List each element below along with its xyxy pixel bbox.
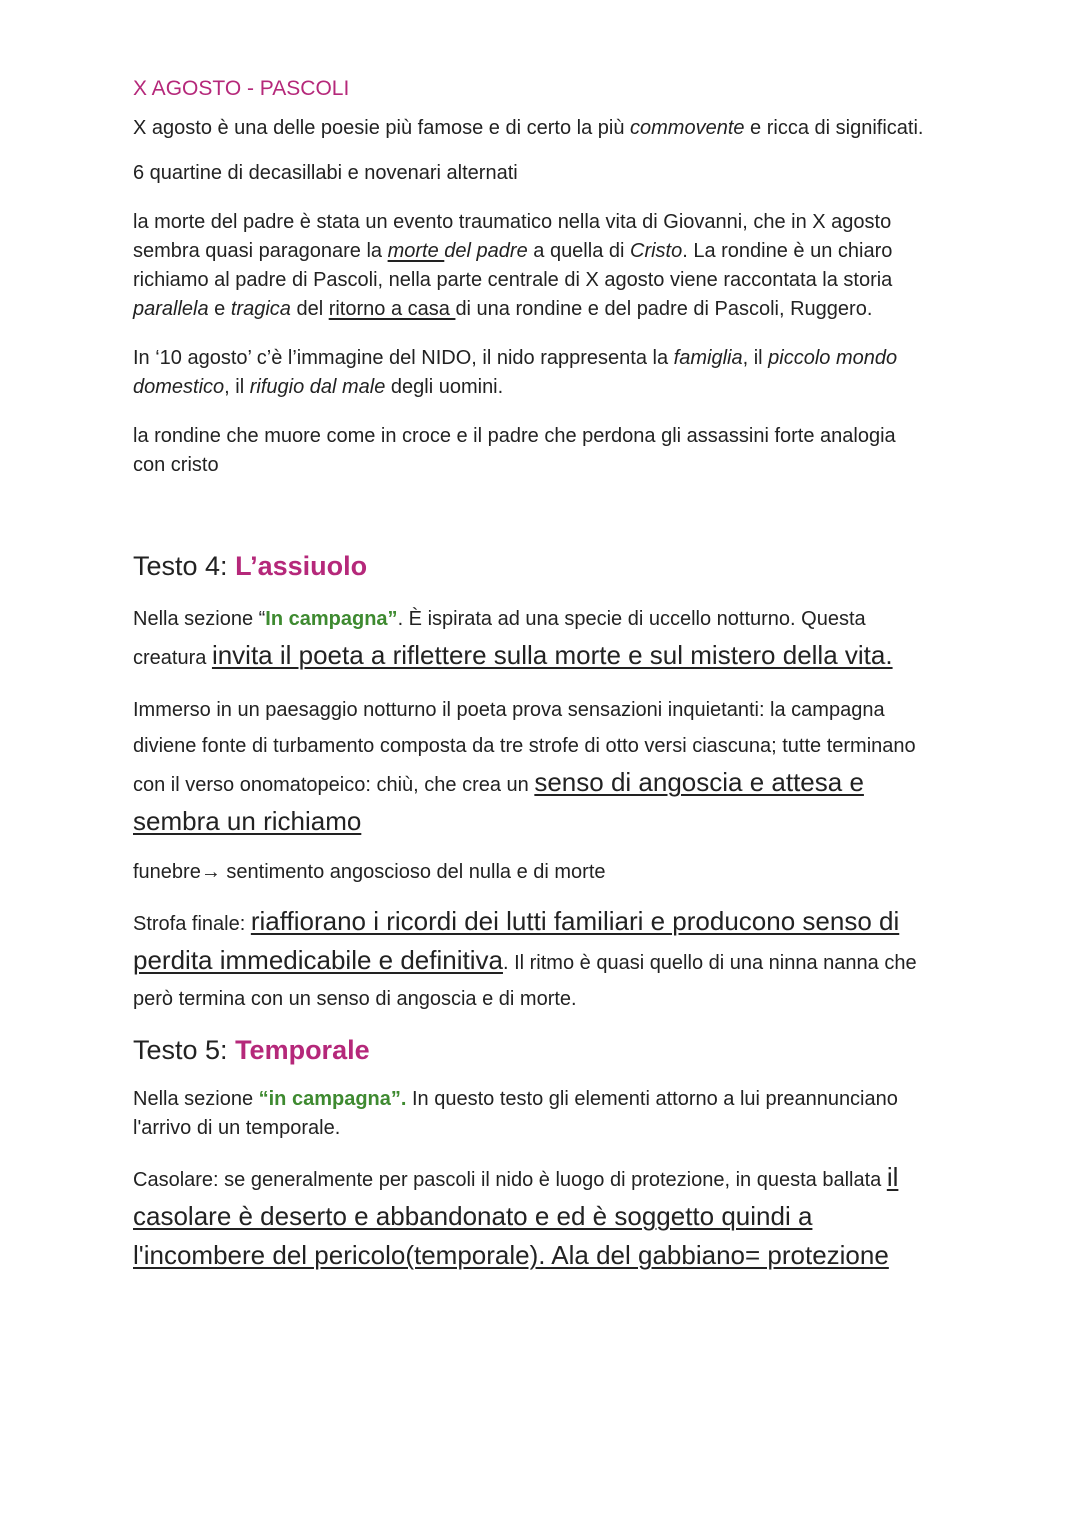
paragraph-funebre: funebre→ sentimento angoscioso del nulla e di morte [133, 861, 606, 883]
underlined-ritorno-a-casa: ritorno a casa [328, 298, 456, 320]
text-run: e ricca di significati. [744, 117, 924, 139]
paragraph-rondine-analogia: la rondine che muore come in croce e il padre che perdona gli assassini forte analogia con cristo [133, 425, 896, 476]
text-run: e [208, 298, 231, 320]
paragraph-strofa-finale [133, 903, 933, 1017]
section-title-x-agosto: X AGOSTO - PASCOLI [133, 77, 350, 100]
text-run: . Il ritmo è quasi quello di una ninna nanna che però termina con un senso di angoscia e di morte. [133, 952, 917, 1010]
heading-prefix: Testo 4: [133, 551, 236, 581]
heading-title-temporale: Temporale [235, 1035, 370, 1065]
paragraph-paesaggio [133, 692, 933, 842]
text-run: , il [742, 347, 769, 369]
text-run: del [290, 298, 329, 320]
heading-title-assiuolo: L’assiuolo [235, 551, 368, 581]
italic-parallela: parallela [133, 298, 209, 320]
text-run: Casolare: se generalmente per pascoli il nido è luogo di protezione, in questa ballata [133, 1169, 887, 1191]
emphasis-riaffiorano: riaffiorano i ricordi dei lutti familiari e producono senso di perdita immedicabile e definitiva [133, 906, 900, 975]
italic-del-padre: del padre [444, 240, 528, 262]
text-run: In questo testo gli elementi attorno a lui preannunciano l'arrivo di un temporale. [133, 1088, 898, 1139]
heading-testo-5 [133, 1033, 933, 1067]
heading-testo-4 [133, 549, 933, 583]
text-run: Nella sezione [133, 1088, 259, 1110]
text-run: Nella sezione “ [133, 608, 266, 630]
italic-underlined-morte: morte [387, 240, 445, 262]
document-page [133, 74, 933, 1276]
text-run: In ‘10 agosto’ c’è l’immagine del NIDO, il nido rappresenta la [133, 347, 674, 369]
text-run: . La rondine è un chiaro richiamo al padre di Pascoli, nella parte centrale di X agosto viene raccontata la storia [133, 240, 893, 291]
text-run: a quella di [527, 240, 630, 262]
text-run: X agosto è una delle poesie più famose e di certo la più [133, 117, 630, 139]
text-run: , il [224, 376, 250, 398]
heading-prefix: Testo 5: [133, 1035, 236, 1065]
paragraph-temporale-intro [133, 1085, 933, 1143]
italic-famiglia: famiglia [673, 347, 743, 369]
text-run: Strofa finale: [133, 913, 251, 935]
italic-tragica: tragica [230, 298, 291, 320]
green-in-campagna: “in campagna”. [258, 1088, 407, 1110]
paragraph-assiuolo-intro [133, 601, 933, 676]
text-run: la morte del padre è stata un evento traumatico nella vita di Giovanni, che in X agosto sembra quasi paragonare la [133, 211, 892, 262]
italic-rifugio: rifugio dal male [249, 376, 386, 398]
text-run: Immerso in un paesaggio notturno il poeta prova sensazioni inquietanti: la campagna diviene fonte di turbamento composta da tre strofe di otto versi ciascuna; tutte terminano con il verso onomatopeico: chiù, che crea un [133, 699, 916, 796]
paragraph-intro [133, 114, 933, 143]
text-run: degli uomini. [385, 376, 504, 398]
text-run: di una rondine e del padre di Pascoli, Ruggero. [455, 298, 873, 320]
text-run: . È ispirata ad una specie di uccello notturno. Questa creatura [133, 608, 866, 669]
italic-cristo: Cristo [630, 240, 683, 262]
paragraph-nido [133, 344, 933, 402]
italic-piccolo-mondo: piccolo mondo domestico [133, 347, 898, 398]
paragraph-metrics: 6 quartine di decasillabi e novenari alternati [133, 162, 518, 184]
emphasis-casolare-deserto: il casolare è deserto e abbandonato e ed è soggetto quindi a l'incombere del pericolo(temporale). Ala del gabbiano= protezione [133, 1162, 899, 1270]
green-in-campagna: In campagna” [265, 608, 398, 630]
emphasis-senso-di-angoscia: senso di angoscia e attesa e sembra un richiamo [133, 767, 864, 836]
paragraph-father-death [133, 208, 933, 324]
paragraph-casolare [133, 1159, 933, 1276]
emphasis-invita-il-poeta: invita il poeta a riflettere sulla morte e sul mistero della vita. [211, 640, 893, 670]
italic-commovente: commovente [630, 117, 745, 139]
